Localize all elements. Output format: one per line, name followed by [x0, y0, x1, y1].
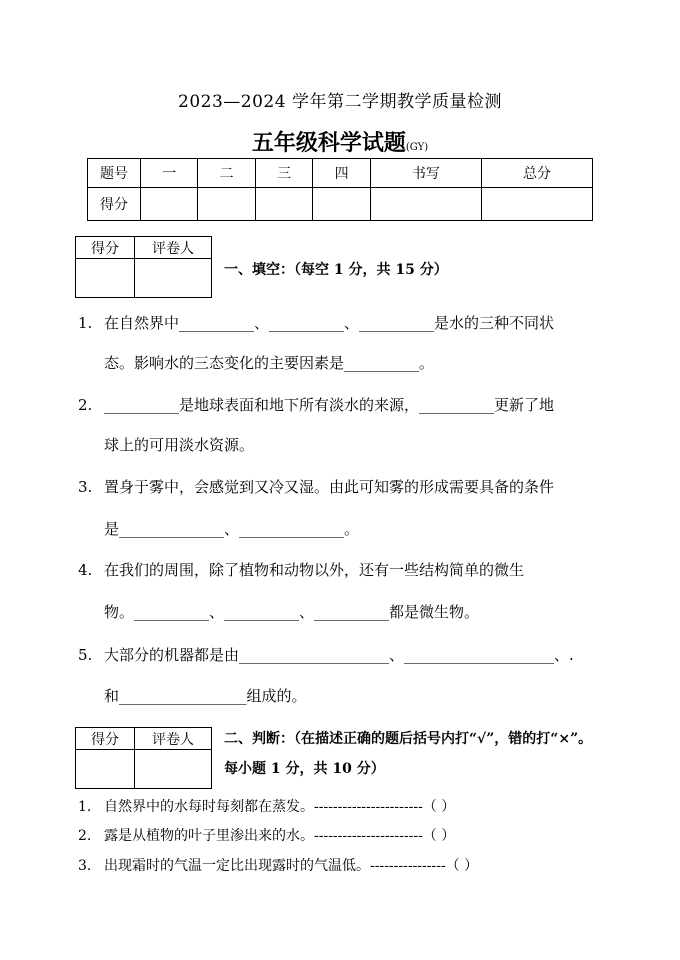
- grader-score-label: 得分: [76, 728, 135, 750]
- score-table: [87, 158, 593, 221]
- header-cell-4: 四: [313, 159, 370, 188]
- judge-question-2: [78, 826, 638, 846]
- subtitle-text: 五年级科学试题: [251, 130, 406, 156]
- grader-name-label: 评卷人: [135, 237, 212, 259]
- question-text: 置身于雾中，会感觉到又冷又湿。由此可知雾的形成需要具备的条件: [104, 478, 555, 496]
- score-row-label: 得分: [88, 188, 141, 221]
- fill-question-5: [78, 645, 618, 665]
- fill-question-1-cont: 态。影响水的三态变化的主要因素是__________。: [104, 354, 435, 372]
- question-text: 露是从植物的叶子里渗出来的水。-----------------------（ ）: [104, 828, 456, 844]
- exam-code: (GY): [405, 142, 429, 153]
- score-cell[interactable]: [141, 188, 198, 221]
- fill-question-3: [78, 477, 618, 497]
- grader-name-cell[interactable]: [135, 750, 212, 789]
- question-text: 在自然界中__________、__________、__________是水的三种不同状: [104, 314, 555, 332]
- score-cell[interactable]: [370, 188, 481, 221]
- fill-question-2: [78, 395, 618, 415]
- grader-name-cell[interactable]: [135, 259, 212, 298]
- score-cell[interactable]: [313, 188, 370, 221]
- header-cell-writing: 书写: [370, 159, 481, 188]
- judge-question-1: [78, 797, 638, 817]
- question-text: 出现霜时的气温一定比出现露时的气温低。----------------（ ）: [104, 858, 479, 874]
- question-number: 1.: [78, 314, 93, 332]
- section2-title: 二、判断：（在描述正确的题后括号内打“√”，错的打“×”。每小题 1 分，共 10 分）: [224, 731, 593, 777]
- score-table-score-row: [88, 188, 593, 221]
- grader-score-cell[interactable]: [76, 750, 135, 789]
- grader-box-section1: [75, 236, 212, 298]
- question-number: 1.: [78, 799, 92, 815]
- question-number: 4.: [78, 561, 93, 579]
- header-cell-question-no: 题号: [88, 159, 141, 188]
- fill-question-4: [78, 560, 618, 580]
- grader-box-section2: [75, 727, 212, 789]
- fill-question-1: [78, 313, 618, 333]
- exam-subtitle: [0, 126, 680, 157]
- grader-score-label: 得分: [76, 237, 135, 259]
- grader-name-label: 评卷人: [135, 728, 212, 750]
- grader-score-cell[interactable]: [76, 259, 135, 298]
- fill-question-3-cont: 是______________、______________。: [104, 520, 360, 538]
- question-text: 自然界中的水每时每刻都在蒸发。-----------------------（ ）: [104, 799, 456, 815]
- score-cell[interactable]: [255, 188, 312, 221]
- header-cell-total: 总分: [481, 159, 592, 188]
- question-number: 3.: [78, 478, 93, 496]
- question-number: 3.: [78, 858, 92, 874]
- fill-question-2-cont: 球上的可用淡水资源。: [104, 436, 255, 454]
- question-number: 2.: [78, 828, 92, 844]
- score-cell[interactable]: [481, 188, 592, 221]
- header-cell-3: 三: [255, 159, 312, 188]
- question-text: 在我们的周围，除了植物和动物以外，还有一些结构简单的微生: [104, 561, 525, 579]
- section1-title: 一、填空：（每空 1 分，共 15 分）: [224, 262, 448, 278]
- question-number: 2.: [78, 396, 93, 414]
- fill-question-4-cont: 物。__________、__________、__________都是微生物。: [104, 603, 480, 621]
- header-cell-2: 二: [198, 159, 255, 188]
- judge-question-3: [78, 856, 638, 876]
- question-text: 大部分的机器都是由____________________、____________________、.: [104, 646, 574, 664]
- fill-question-5-cont: 和_________________组成的。: [104, 687, 307, 705]
- header-cell-1: 一: [141, 159, 198, 188]
- exam-title: 2023—2024 学年第二学期教学质量检测: [178, 92, 502, 112]
- score-table-header-row: [88, 159, 593, 188]
- score-cell[interactable]: [198, 188, 255, 221]
- question-number: 5.: [78, 646, 93, 664]
- question-text: __________是地球表面和地下所有淡水的来源，__________更新了地: [104, 396, 555, 414]
